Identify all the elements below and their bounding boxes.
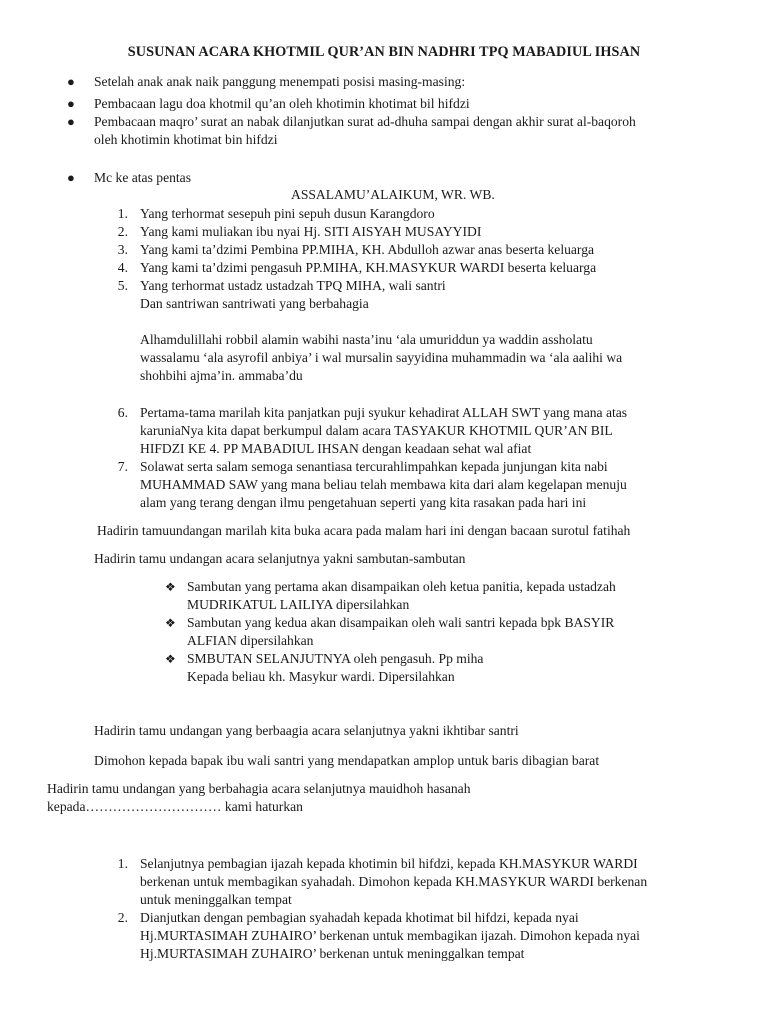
list-item: Dan santriwan santriwati yang berbahagia <box>140 296 369 311</box>
list-item: Yang kami muliakan ibu nyai Hj. SITI AISYAH MUSAYYIDI <box>140 224 482 239</box>
bullet-text: Pembacaan lagu doa khotmil qu’an oleh khotimin khotimat bil hifdzi <box>94 96 470 111</box>
hamdalah-text: wassalamu ‘ala asyrofil anbiya’ i wal mursalin sayyidina muhammadin wa ‘ala aalihi wa <box>140 350 623 365</box>
list-item: Yang kami ta’dzimi pengasuh PP.MIHA, KH.MASYKUR WARDI beserta keluarga <box>140 260 597 275</box>
paragraph: Hadirin tamu undangan yang berbahagia acara selanjutnya mauidhoh hasanah <box>47 781 471 796</box>
list-item: Yang kami ta’dzimi Pembina PP.MIHA, KH. Abdulloh azwar anas beserta keluarga <box>140 242 595 257</box>
diamond-bullet-icon: ❖ <box>165 580 176 594</box>
list-item: Yang terhormat sesepuh pini sepuh dusun Karangdoro <box>140 206 435 221</box>
hamdalah-text: shohbihi ajma’in. ammaba’du <box>140 368 303 383</box>
salam-heading: ASSALAMU’ALAIKUM, WR. WB. <box>291 187 495 202</box>
list-number: 2. <box>117 224 128 239</box>
sambutan-item: Kepada beliau kh. Masykur wardi. Dipersilahkan <box>187 669 455 684</box>
sambutan-item: MUDRIKATUL LAILIYA dipersilahkan <box>187 597 410 612</box>
list-number: 5. <box>117 278 128 293</box>
list-number: 1. <box>117 206 128 221</box>
list-number: 4. <box>117 260 128 275</box>
list-number: 3. <box>117 242 128 257</box>
list-number: 2. <box>117 910 128 925</box>
sambutan-item: ALFIAN dipersilahkan <box>187 633 314 648</box>
bullet-text: Pembacaan maqro’ surat an nabak dilanjutkan surat ad-dhuha sampai dengan akhir surat al-baqoroh <box>94 114 636 129</box>
bullet-text: oleh khotimin khotimat bin hifdzi <box>94 132 278 147</box>
bullet-icon: ● <box>67 74 75 89</box>
list-item: untuk meninggalkan tempat <box>140 892 292 907</box>
list-number: 1. <box>117 856 128 871</box>
list-item: alam yang terang dengan ilmu pengetahuan seperti yang kita rasakan pada hari ini <box>140 495 587 510</box>
bullet-text: Mc ke atas pentas <box>94 170 192 185</box>
list-number: 6. <box>117 405 128 420</box>
sambutan-item: Sambutan yang pertama akan disampaikan oleh ketua panitia, kepada ustadzah <box>187 579 616 594</box>
bullet-icon: ● <box>67 114 75 129</box>
page-title: SUSUNAN ACARA KHOTMIL QUR’AN BIN NADHRI TPQ MABADIUL IHSAN <box>127 44 641 60</box>
list-item: Pertama-tama marilah kita panjatkan puji syukur kehadirat ALLAH SWT yang mana atas <box>140 405 628 420</box>
list-item: Yang terhormat ustadz ustadzah TPQ MIHA, wali santri <box>140 278 446 293</box>
paragraph: Hadirin tamu undangan acara selanjutnya yakni sambutan-sambutan <box>94 551 466 566</box>
bullet-icon: ● <box>67 96 75 111</box>
paragraph: Hadirin tamuundangan marilah kita buka acara pada malam hari ini dengan bacaan surotul fatihah <box>97 523 631 538</box>
list-item: Solawat serta salam semoga senantiasa tercurahlimpahkan kepada junjungan kita nabi <box>140 459 608 474</box>
list-item: HIFDZI KE 4. PP MABADIUL IHSAN dengan keadaan sehat wal afiat <box>140 441 532 456</box>
bullet-text: Setelah anak anak naik panggung menempati posisi masing-masing: <box>94 74 466 89</box>
paragraph: kepada………………………… kami haturkan <box>47 799 303 814</box>
list-item: Dianjutkan dengan pembagian syahadah kepada khotimat bil hifdzi, kepada nyai <box>140 910 579 925</box>
paragraph: Dimohon kepada bapak ibu wali santri yang mendapatkan amplop untuk baris dibagian barat <box>94 753 600 768</box>
diamond-bullet-icon: ❖ <box>165 652 176 666</box>
list-item: Hj.MURTASIMAH ZUHAIRO’ berkenan untuk membagikan ijazah. Dimohon kepada nyai <box>140 928 640 943</box>
list-item: berkenan untuk membagikan syahadah. Dimohon kepada KH.MASYKUR WARDI berkenan <box>140 874 648 889</box>
bullet-icon: ● <box>67 170 75 185</box>
sambutan-item: SMBUTAN SELANJUTNYA oleh pengasuh. Pp miha <box>187 651 484 666</box>
diamond-bullet-icon: ❖ <box>165 616 176 630</box>
list-item: Hj.MURTASIMAH ZUHAIRO’ berkenan untuk meninggalkan tempat <box>140 946 525 961</box>
sambutan-item: Sambutan yang kedua akan disampaikan oleh wali santri kepada bpk BASYIR <box>187 615 615 630</box>
hamdalah-text: Alhamdulillahi robbil alamin wabihi nasta’inu ‘ala umuriddun ya waddin assholatu <box>140 332 593 347</box>
paragraph: Hadirin tamu undangan yang berbaagia acara selanjutnya yakni ikhtibar santri <box>94 723 519 738</box>
list-number: 7. <box>117 459 128 474</box>
list-item: karuniaNya kita dapat berkumpul dalam acara TASYAKUR KHOTMIL QUR’AN BIL <box>140 423 613 438</box>
list-item: Selanjutnya pembagian ijazah kepada khotimin bil hifdzi, kepada KH.MASYKUR WARDI <box>140 856 638 871</box>
list-item: MUHAMMAD SAW yang mana beliau telah membawa kita dari alam kegelapan menuju <box>140 477 627 492</box>
